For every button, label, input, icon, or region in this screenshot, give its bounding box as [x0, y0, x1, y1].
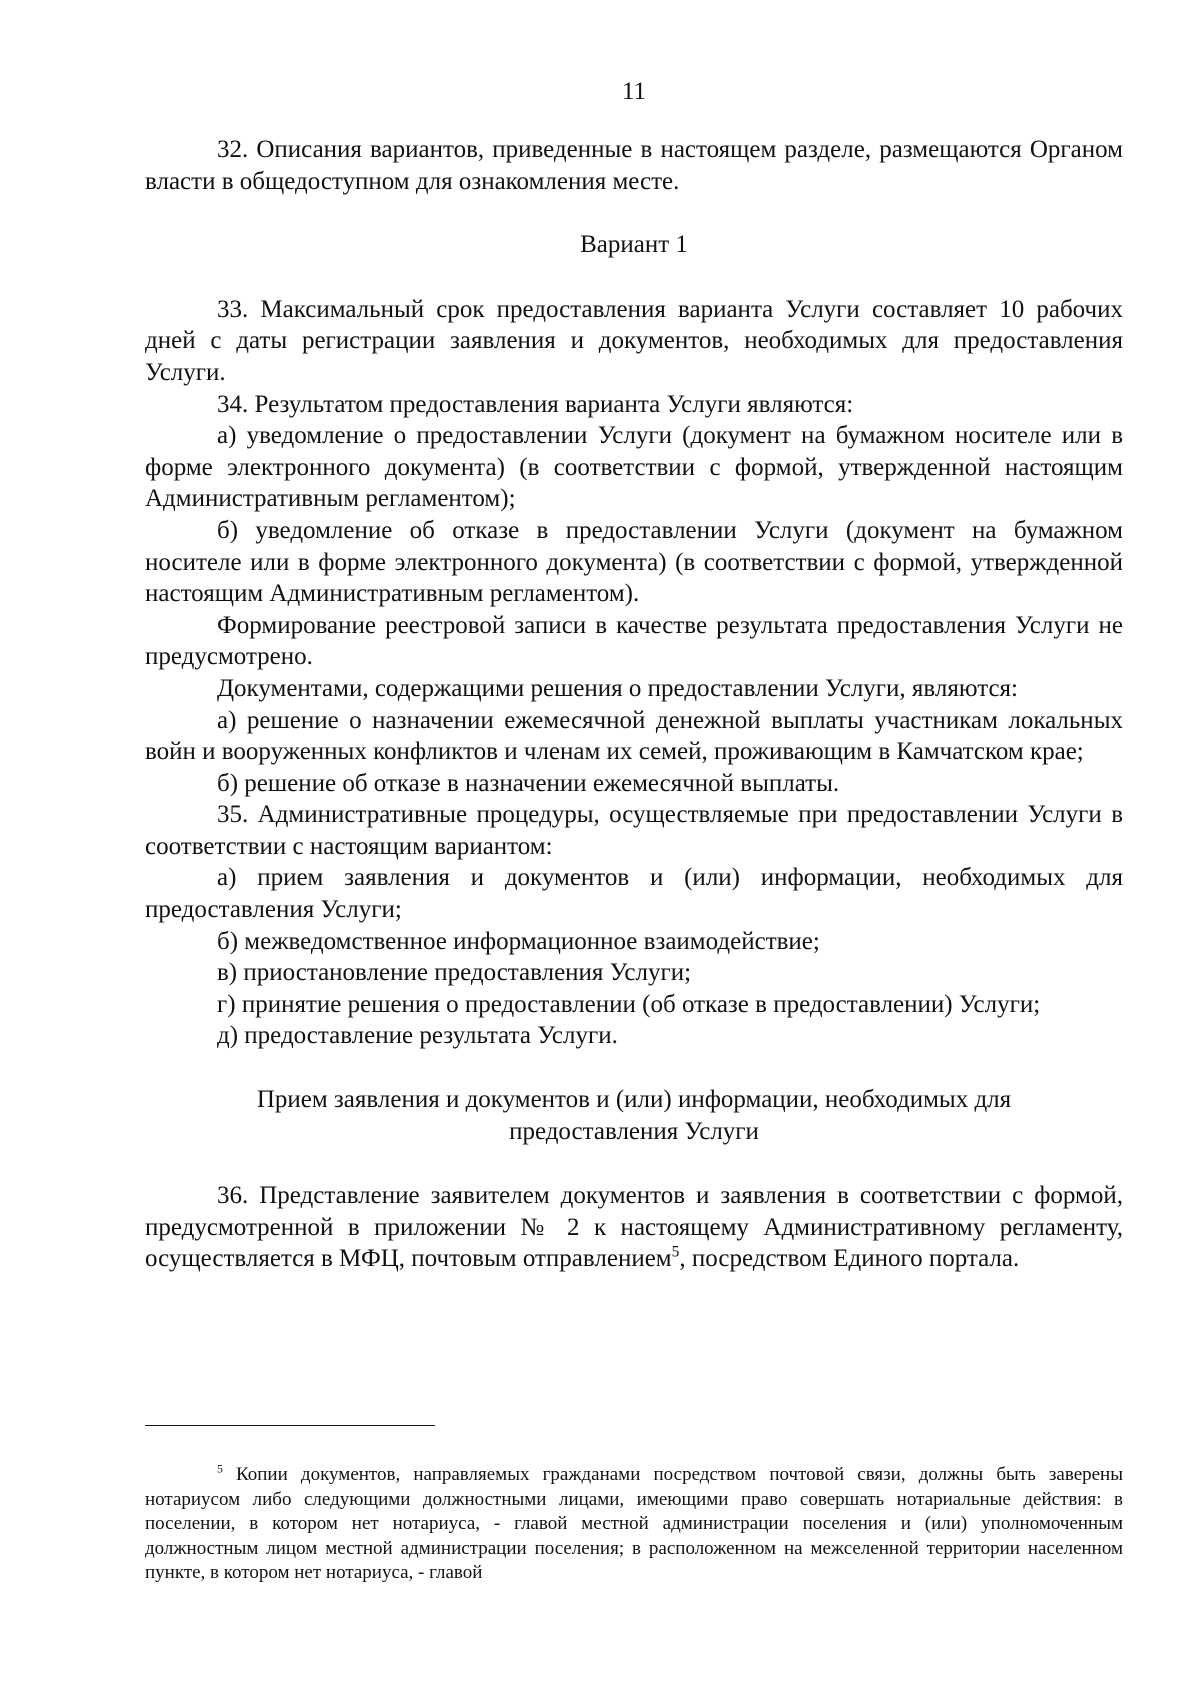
paragraph-35: 35. Административные процедуры, осуществляемые при предоставлении Услуги в соответствии с настоящим вариантом: — [145, 801, 1123, 860]
paragraph-32: 32. Описания вариантов, приведенные в настоящем разделе, размещаются Органом власти в общедоступном для ознакомления месте. — [145, 136, 1123, 195]
paragraph-34-a: а) уведомление о предоставлении Услуги (документ на бумажном носителе или в форме электронного документа) (в соответствии с формой, утвержденной настоящим Административным регламентом); — [145, 422, 1123, 513]
footnote-5: $^5$ Копии документов, направляемых гражданами посредством почтовой связи, должны быть заверены нотариусом либо следующими должностными лицами, имеющими право совершать нотариальные действия: в поселении, в котором нет нотариуса, - главой местной администрации поселения и (или) уполномоченным должностным лицом местной администрации поселения; в расположенном на межселенной территории населенном пункте, в котором нет нотариуса, - главой — [145, 1462, 1123, 1583]
paragraph-35-g: г) принятие решения о предоставлении (об отказе в предоставлении) Услуги; — [217, 990, 1041, 1018]
paragraph-34: 34. Результатом предоставления варианта Услуги являются: — [217, 390, 854, 418]
paragraph-35-a: а) прием заявления и документов и (или) информации, необходимых для предоставления Услуги; — [145, 864, 1123, 924]
paragraph-33: 33. Максимальный срок предоставления варианта Услуги составляет 10 рабочих дней с даты регистрации заявления и документов, необходимых для предоставления Услуги. — [145, 295, 1123, 386]
paragraph-34-b: б) уведомление об отказе в предоставлении Услуги (документ на бумажном носителе или в форме электронного документа) (в соответствии с формой, утвержденной настоящим Административным регламентом). — [145, 516, 1123, 608]
footnote-marker: 5 — [217, 1462, 223, 1476]
footnote-reference[interactable]: 5 — [671, 1244, 680, 1262]
paragraph-decision-b: б) решение об отказе в назначении ежемесячной выплаты. — [217, 769, 840, 797]
paragraph-36: 36. Представление заявителем документов и заявления в соответствии с формой, предусмотренной в приложении № 2 к настоящему Административному регламенту, осуществляется в МФЦ, почтовым отправлением$^5$, посредством Единого портала. — [145, 1182, 1123, 1273]
paragraph-decision-documents: Документами, содержащими решения о предоставлении Услуги, являются: — [217, 674, 1018, 702]
paragraph-decision-a: а) решение о назначении ежемесячной денежной выплаты участникам локальных войн и вооруженных конфликтов и членам их семей, проживающим в Камчатском крае; — [145, 706, 1123, 766]
paragraph-35-d: д) предоставление результата Услуги. — [217, 1022, 618, 1050]
section-heading-application-intake: Прием заявления и документов и (или) информации, необходимых для предоставления Услуги — [256, 1086, 1012, 1145]
document-body — [145, 134, 1123, 1275]
section-heading-variant-1: Вариант 1 — [580, 231, 688, 259]
paragraph-35-v: в) приостановление предоставления Услуги; — [217, 959, 692, 987]
page-number: 11 — [621, 78, 647, 105]
paragraph-registry-record: Формирование реестровой записи в качестве результата предоставления Услуги не предусмотрено. — [145, 611, 1123, 671]
footnote-separator — [145, 1425, 435, 1426]
paragraph-35-b: б) межведомственное информационное взаимодействие; — [217, 927, 820, 955]
